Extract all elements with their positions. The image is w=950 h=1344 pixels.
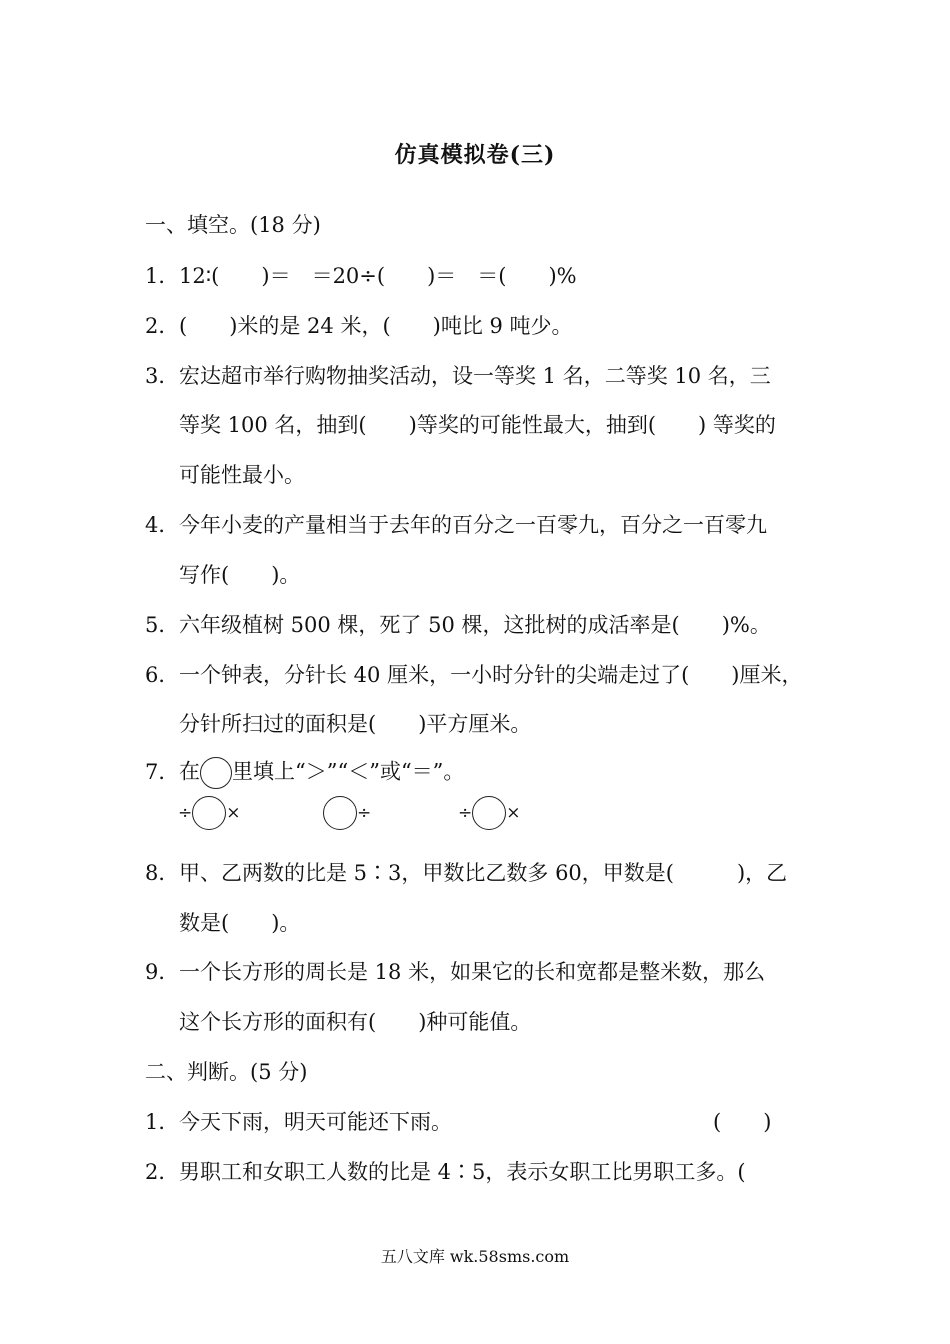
judgement-2 — [145, 1158, 746, 1186]
question-text: 男职工和女职工人数的比是 4∶5，表示女职工比男职工多。( — [179, 1160, 746, 1184]
judgement-1 — [145, 1108, 452, 1136]
comparison-right-operator: ÷ — [357, 803, 372, 823]
question-number: 2． — [145, 1160, 180, 1184]
question-number: 3． — [145, 364, 180, 388]
question-number: 1． — [145, 1110, 180, 1134]
question-3-line-3: 可能性最小。 — [179, 463, 305, 487]
comparison-right-operator: × — [226, 803, 241, 823]
answer-circle-icon[interactable] — [323, 796, 357, 830]
question-text-post: 里填上“＞”“＜”或“＝”。 — [232, 759, 465, 784]
answer-circle-icon[interactable] — [192, 796, 226, 830]
question-text: 一个长方形的周长是 18 米，如果它的长和宽都是整米数，那么 — [179, 960, 766, 984]
answer-bracket[interactable]: ( ) — [713, 1110, 772, 1134]
question-text: 六年级植树 500 棵，死了 50 棵，这批树的成活率是( )%。 — [179, 613, 771, 637]
question-1 — [145, 262, 577, 290]
question-text: 甲、乙两数的比是 5∶3，甲数比乙数多 60，甲数是( )，乙 — [179, 861, 788, 885]
question-8 — [145, 859, 787, 887]
question-text: ( )米的是 24 米，( )吨比 9 吨少。 — [179, 314, 573, 338]
comparison-row — [178, 796, 678, 840]
question-number: 6． — [145, 663, 180, 687]
section-heading-true-false: 二、判断。(5 分) — [145, 1060, 308, 1084]
question-6-line-2: 分针所扫过的面积是( )平方厘米。 — [179, 712, 532, 736]
question-text: 一个钟表，分针长 40 厘米，一小时分针的尖端走过了( )厘米， — [179, 663, 803, 687]
question-4 — [145, 511, 767, 539]
question-3-line-2: 等奖 100 名，抽到( )等奖的可能性最大，抽到( ) 等奖的 — [179, 413, 776, 437]
question-text: 12∶( )＝ ＝20÷( )＝ ＝( )% — [179, 264, 577, 288]
question-4-line-2: 写作( )。 — [179, 563, 301, 587]
answer-circle-icon — [200, 757, 232, 789]
question-number: 1． — [145, 264, 180, 288]
comparison-1 — [178, 796, 241, 830]
question-number: 5． — [145, 613, 180, 637]
question-number: 2． — [145, 314, 180, 338]
question-6 — [145, 661, 802, 689]
question-text-pre: 在 — [179, 759, 200, 784]
question-number: 8． — [145, 861, 180, 885]
comparison-left-operator: ÷ — [458, 803, 473, 823]
question-text: 今天下雨，明天可能还下雨。 — [179, 1110, 452, 1134]
question-number: 4． — [145, 513, 180, 537]
question-number: 7． — [145, 759, 180, 784]
question-3 — [145, 362, 771, 390]
question-5 — [145, 611, 771, 639]
question-2 — [145, 312, 573, 340]
question-number: 9． — [145, 960, 180, 984]
question-text: 今年小麦的产量相当于去年的百分之一百零九，百分之一百零九 — [179, 513, 767, 537]
comparison-2 — [323, 796, 371, 830]
comparison-right-operator: × — [506, 803, 521, 823]
question-text: 宏达超市举行购物抽奖活动，设一等奖 1 名，二等奖 10 名，三 — [179, 364, 771, 388]
question-9-line-2: 这个长方形的面积有( )种可能值。 — [179, 1010, 532, 1034]
comparison-3 — [458, 796, 521, 830]
question-8-line-2: 数是( )。 — [179, 911, 301, 935]
question-7 — [145, 757, 464, 789]
section-heading-fill-blank: 一、填空。(18 分) — [145, 213, 321, 237]
footer-watermark: 五八文库 wk.58sms.com — [380, 1247, 570, 1266]
page-title: 仿真模拟卷(三) — [394, 142, 556, 168]
answer-circle-icon[interactable] — [472, 796, 506, 830]
question-9 — [145, 958, 765, 986]
comparison-left-operator: ÷ — [178, 803, 193, 823]
